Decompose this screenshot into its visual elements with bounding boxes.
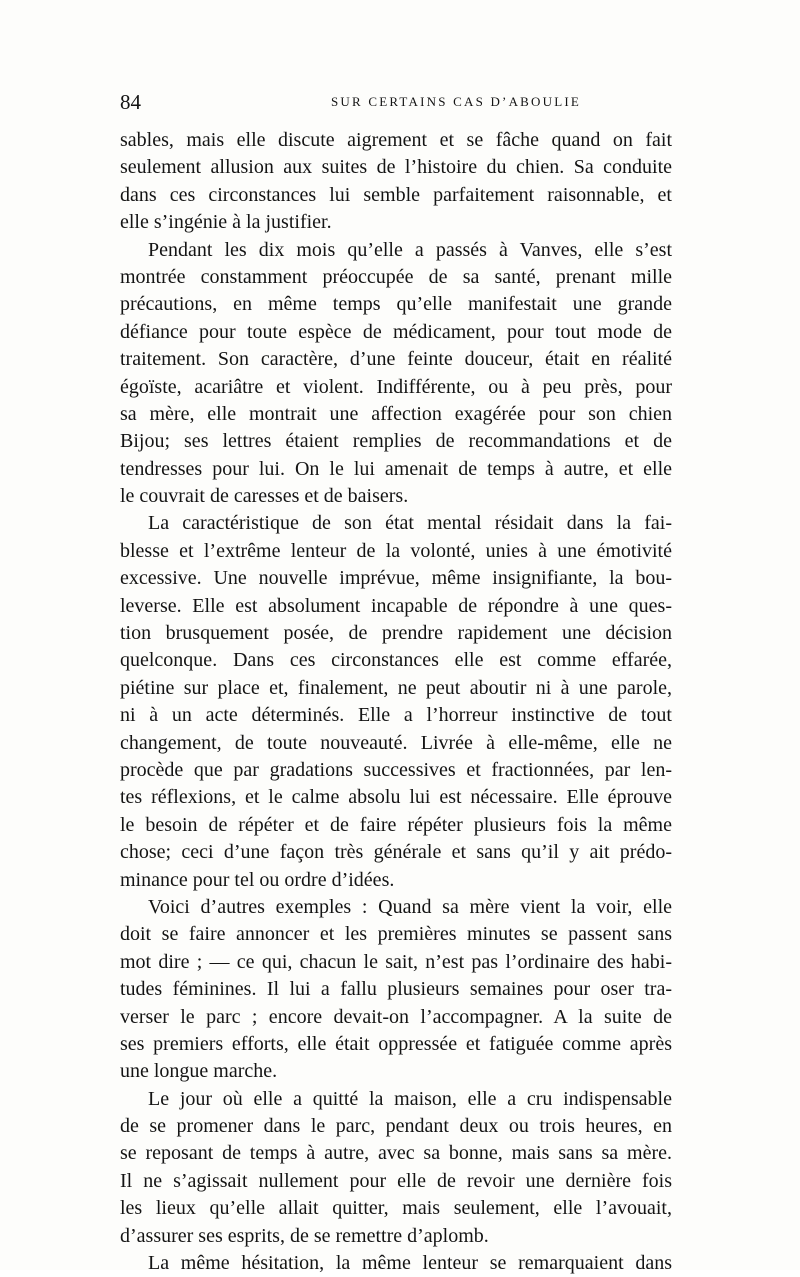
text-line: sables, mais elle discute aigrement et se fâche quand on fait <box>120 129 672 151</box>
text-line: d’assurer ses esprits, de se remettre d’aplomb. <box>120 1224 489 1247</box>
text-line: égoïste, acariâtre et violent. Indifférente, ou à peu près, pour <box>120 375 672 398</box>
text-line: mot dire ; — ce qui, chacun le sait, n’est pas l’ordinaire des habi- <box>120 950 672 973</box>
text-line: Voici d’autres exemples : Quand sa mère vient la voir, elle <box>148 895 672 918</box>
text-line: seulement allusion aux suites de l’histoire du chien. Sa conduite <box>120 156 672 179</box>
text-line: minance pour tel ou ordre d’idées. <box>120 868 395 891</box>
text-line: ni à un acte déterminés. Elle a l’horreur instinctive de tout <box>120 704 672 727</box>
text-line: piétine sur place et, finalement, ne peut aboutir ni à une parole, <box>120 676 672 699</box>
text-line: tendresses pour lui. On le lui amenait de temps à autre, et elle <box>120 457 672 480</box>
text-line: elle s’ingénie à la justifier. <box>120 211 332 234</box>
text-line: tudes féminines. Il lui a fallu plusieurs semaines pour oser tra- <box>120 978 672 1001</box>
text-line: La caractéristique de son état mental résidait dans la fai- <box>148 512 672 535</box>
text-line: procède que par gradations successives et fractionnées, par len- <box>120 758 672 781</box>
text-line: Bijou; ses lettres étaient remplies de recommandations et de <box>120 430 672 453</box>
text-line: se reposant de temps à autre, avec sa bonne, mais sans sa mère. <box>120 1142 672 1165</box>
text-line: le besoin de répéter et de faire répéter plusieurs fois la même <box>120 813 672 836</box>
text-line: tes réflexions, et le calme absolu lui est nécessaire. Elle éprouve <box>120 786 672 809</box>
text-line: de se promener dans le parc, pendant deux ou trois heures, en <box>120 1115 672 1138</box>
text-line: ses premiers efforts, elle était oppressée et fatiguée comme après <box>120 1032 672 1055</box>
text-line: leverse. Elle est absolument incapable de répondre à une ques- <box>120 594 672 617</box>
text-line: les lieux qu’elle allait quitter, mais seulement, elle l’avouait, <box>120 1197 672 1220</box>
page-header <box>120 88 672 118</box>
text-line: le couvrait de caresses et de baisers. <box>120 485 409 508</box>
text-line: excessive. Une nouvelle imprévue, même insignifiante, la bou- <box>120 567 672 590</box>
text-line: changement, de toute nouveauté. Livrée à elle-même, elle ne <box>120 731 672 754</box>
text-line: blesse et l’extrême lenteur de la volonté, unies à une émotivité <box>120 539 672 562</box>
text-line: Le jour où elle a quitté la maison, elle a cru indispensable <box>148 1087 672 1110</box>
text-line: dans ces circonstances lui semble parfaitement raisonnable, et <box>120 183 672 206</box>
text-line: traitement. Son caractère, d’une feinte douceur, était en réalité <box>120 348 672 371</box>
page-number: 84 <box>120 90 141 114</box>
text-line: montrée constamment préoccupée de sa santé, prenant mille <box>120 265 672 288</box>
text-line: Pendant les dix mois qu’elle a passés à Vanves, elle s’est <box>148 238 672 261</box>
text-line: sa mère, elle montrait une affection exagérée pour son chien <box>120 402 672 425</box>
text-line: La même hésitation, la même lenteur se remarquaient dans <box>148 1252 672 1275</box>
text-line: Il ne s’agissait nullement pour elle de revoir une dernière fois <box>120 1169 672 1192</box>
text-line: tion brusquement posée, de prendre rapidement une décision <box>120 622 672 645</box>
text-line: verser le parc ; encore devait-on l’accompagner. A la suite de <box>120 1005 672 1028</box>
text-line: défiance pour toute espèce de médicament, pour tout mode de <box>120 320 672 343</box>
running-title: SUR CERTAINS CAS D’ABOULIE <box>330 94 582 109</box>
text-line: une longue marche. <box>120 1060 278 1083</box>
text-line: chose; ceci d’une façon très générale et sans qu’il y ait prédo- <box>120 841 672 864</box>
text-line: doit se faire annoncer et les premières minutes se passent sans <box>120 923 672 946</box>
body-text <box>120 127 672 1277</box>
text-line: quelconque. Dans ces circonstances elle est comme effarée, <box>120 649 672 672</box>
text-line: précautions, en même temps qu’elle manifestait une grande <box>120 293 672 316</box>
